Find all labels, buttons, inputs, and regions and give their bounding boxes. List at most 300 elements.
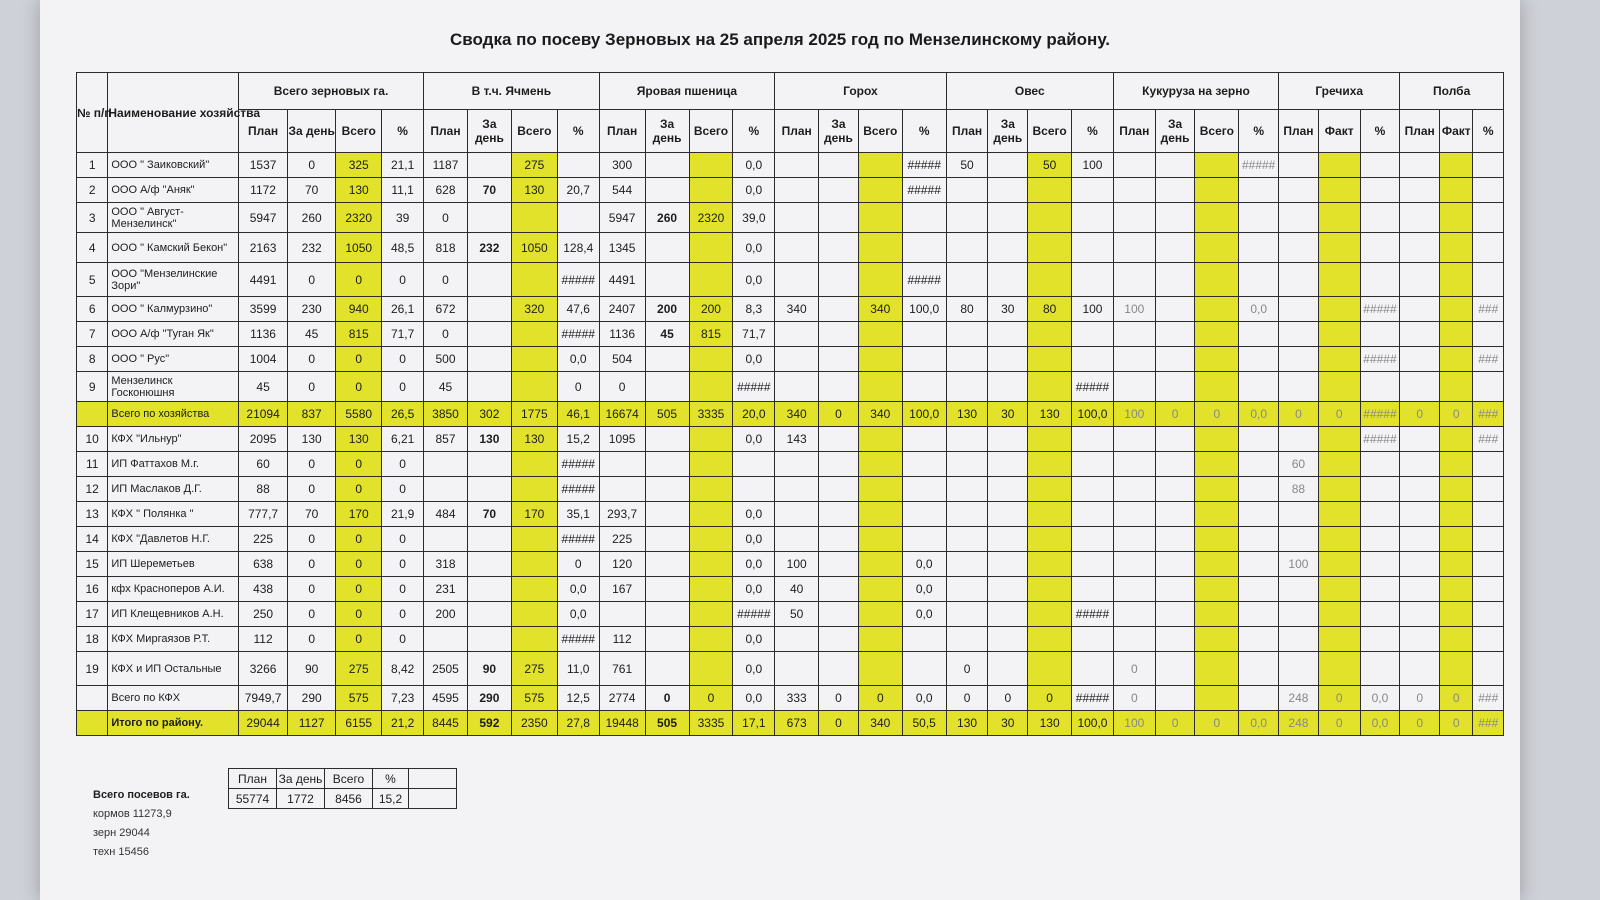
table-cell [1360, 153, 1400, 178]
table-cell: ### [1473, 686, 1504, 711]
table-cell: 0,0 [733, 527, 775, 552]
table-cell: ##### [1072, 602, 1114, 627]
table-cell [1072, 452, 1114, 477]
row-number: 18 [77, 627, 108, 652]
table-cell [775, 527, 819, 552]
table-cell: 575 [511, 686, 557, 711]
table-cell [775, 153, 819, 178]
table-cell [1440, 477, 1473, 502]
table-row [77, 153, 1504, 178]
table-cell: 0,0 [902, 577, 946, 602]
table-cell: 50 [775, 602, 819, 627]
table-cell [858, 652, 902, 686]
table-cell [1072, 577, 1114, 602]
table-cell: 0 [382, 452, 424, 477]
notes-line: кормов 11273,9 [93, 808, 172, 820]
table-cell: 167 [599, 577, 645, 602]
table-cell [1318, 153, 1360, 178]
table-cell: 0 [336, 347, 382, 372]
header-group: Гречиха [1279, 73, 1400, 110]
table-cell [1440, 322, 1473, 347]
table-cell [511, 372, 557, 402]
farm-name: КФХ "Давлетов Н.Г. [108, 527, 239, 552]
row-number: 11 [77, 452, 108, 477]
table-cell: 340 [858, 711, 902, 736]
table-cell [1400, 263, 1440, 297]
table-cell: 0 [1400, 686, 1440, 711]
header-sub: % [1239, 110, 1279, 153]
row-number: 16 [77, 577, 108, 602]
table-cell: 0 [1279, 402, 1319, 427]
table-cell: ##### [1072, 686, 1114, 711]
table-cell: ##### [557, 452, 599, 477]
table-cell [689, 602, 733, 627]
table-cell: 71,7 [733, 322, 775, 347]
table-cell: ##### [902, 153, 946, 178]
table-cell [511, 322, 557, 347]
header-group: Горох [775, 73, 946, 110]
table-cell: ### [1473, 427, 1504, 452]
table-cell: 275 [511, 153, 557, 178]
table-cell [1279, 627, 1319, 652]
farm-name: ООО А/ф "Туган Як" [108, 322, 239, 347]
table-cell [819, 233, 859, 263]
table-cell [1072, 652, 1114, 686]
table-cell [1473, 602, 1504, 627]
header-sub: % [1360, 110, 1400, 153]
table-cell [424, 527, 468, 552]
table-cell [1400, 452, 1440, 477]
table-cell [1072, 627, 1114, 652]
table-row [77, 427, 1504, 452]
table-cell [645, 552, 689, 577]
table-cell: 30 [988, 402, 1028, 427]
table-cell [819, 427, 859, 452]
table-cell [858, 347, 902, 372]
table-cell [1072, 477, 1114, 502]
table-cell [1279, 203, 1319, 233]
table-cell [902, 233, 946, 263]
table-cell: 80 [946, 297, 988, 322]
table-cell: 761 [599, 652, 645, 686]
table-row [77, 322, 1504, 347]
table-cell [1360, 527, 1400, 552]
header-sub: % [382, 110, 424, 153]
table-cell: 100 [1072, 153, 1114, 178]
header-sub: Всего [858, 110, 902, 153]
table-cell [1360, 322, 1400, 347]
table-cell: 30 [988, 711, 1028, 736]
header-name: Наименование хозяйства [108, 73, 239, 153]
table-cell: ### [1473, 711, 1504, 736]
table-cell [858, 263, 902, 297]
table-cell [467, 372, 511, 402]
farm-name: Мензелинск Госконюшня [108, 372, 239, 402]
table-cell [858, 203, 902, 233]
table-cell [1360, 552, 1400, 577]
table-cell: 21094 [239, 402, 288, 427]
table-cell [1113, 577, 1155, 602]
table-cell [733, 452, 775, 477]
table-cell: 7,23 [382, 686, 424, 711]
notes-header: Всего посевов га. [93, 789, 190, 801]
farm-name: ООО А/ф "Аняк" [108, 178, 239, 203]
header-sub: % [1072, 110, 1114, 153]
table-cell [467, 552, 511, 577]
table-cell [1360, 477, 1400, 502]
table-cell: 17,1 [733, 711, 775, 736]
table-cell: 0,0 [733, 347, 775, 372]
table-cell: 4491 [239, 263, 288, 297]
table-cell [1318, 322, 1360, 347]
table-cell [1195, 477, 1239, 502]
header-sub: За день [467, 110, 511, 153]
header-sub: Всего [336, 110, 382, 153]
table-cell [1155, 372, 1195, 402]
row-number [77, 711, 108, 736]
table-cell: 45 [288, 322, 336, 347]
table-cell [1155, 263, 1195, 297]
table-cell [1239, 233, 1279, 263]
table-cell [1195, 372, 1239, 402]
table-cell [557, 203, 599, 233]
header-sub: План [239, 110, 288, 153]
table-cell [1113, 203, 1155, 233]
table-cell [1155, 627, 1195, 652]
table-cell [1113, 427, 1155, 452]
table-cell: 21,2 [382, 711, 424, 736]
table-cell [775, 347, 819, 372]
table-cell: 318 [424, 552, 468, 577]
table-cell [1440, 577, 1473, 602]
table-cell [1318, 427, 1360, 452]
table-cell [988, 203, 1028, 233]
table-cell: 0,0 [1239, 711, 1279, 736]
district-total-row [77, 711, 1504, 736]
table-cell [1318, 263, 1360, 297]
table-cell [1239, 427, 1279, 452]
table-cell [1028, 178, 1072, 203]
table-cell: 11,1 [382, 178, 424, 203]
table-cell [467, 203, 511, 233]
summary-table [228, 768, 457, 809]
table-cell [946, 427, 988, 452]
table-cell [1155, 322, 1195, 347]
table-cell [1360, 502, 1400, 527]
table-cell: 0 [382, 527, 424, 552]
table-cell: 0 [946, 686, 988, 711]
table-cell [819, 552, 859, 577]
table-cell: 0 [336, 263, 382, 297]
table-cell [775, 263, 819, 297]
summary-value-day: 1772 [277, 789, 325, 809]
table-cell: 0 [1440, 686, 1473, 711]
table-cell [467, 527, 511, 552]
table-cell [1318, 627, 1360, 652]
table-cell [1400, 477, 1440, 502]
table-cell: 130 [467, 427, 511, 452]
farm-name: ООО " Рус" [108, 347, 239, 372]
table-cell [1072, 502, 1114, 527]
table-cell [1440, 602, 1473, 627]
table-cell [1318, 372, 1360, 402]
table-cell: 47,6 [557, 297, 599, 322]
header-num: № п/п [77, 73, 108, 153]
table-cell: 100 [1113, 711, 1155, 736]
farm-name: Итого по району. [108, 711, 239, 736]
table-cell: 60 [239, 452, 288, 477]
page-title: Сводка по посеву Зерновых на 25 апреля 2025 год по Мензелинскому району. [449, 30, 1110, 49]
table-cell [1195, 153, 1239, 178]
table-cell [1028, 427, 1072, 452]
table-cell: 11,0 [557, 652, 599, 686]
row-number: 5 [77, 263, 108, 297]
table-cell: 46,1 [557, 402, 599, 427]
table-cell [819, 652, 859, 686]
table-cell [988, 652, 1028, 686]
farm-name: КФХ и ИП Остальные [108, 652, 239, 686]
table-cell: 0 [336, 452, 382, 477]
table-cell [946, 203, 988, 233]
header-sub: % [557, 110, 599, 153]
table-cell [1072, 322, 1114, 347]
table-cell [1072, 203, 1114, 233]
table-cell [733, 477, 775, 502]
table-cell [1239, 263, 1279, 297]
header-sub: План [1113, 110, 1155, 153]
table-cell [819, 502, 859, 527]
table-cell [467, 153, 511, 178]
table-cell [1400, 577, 1440, 602]
table-row [77, 527, 1504, 552]
table-cell [1318, 527, 1360, 552]
header-sub: План [1279, 110, 1319, 153]
table-cell: 260 [645, 203, 689, 233]
table-cell: 3599 [239, 297, 288, 322]
farm-name: Всего по хозяйства [108, 402, 239, 427]
table-cell [1440, 427, 1473, 452]
table-cell [1360, 627, 1400, 652]
table-cell [819, 297, 859, 322]
header-sub: План [1400, 110, 1440, 153]
table-cell [689, 427, 733, 452]
table-row [77, 372, 1504, 402]
table-cell [1239, 602, 1279, 627]
header-group: В т.ч. Ячмень [424, 73, 600, 110]
table-cell: ##### [1360, 427, 1400, 452]
table-cell: 21,1 [382, 153, 424, 178]
table-cell: 50 [1028, 153, 1072, 178]
farm-name: ООО " Заиковский" [108, 153, 239, 178]
table-cell [1072, 527, 1114, 552]
table-cell [858, 178, 902, 203]
table-cell [1318, 178, 1360, 203]
table-cell [858, 372, 902, 402]
table-cell: 0 [424, 203, 468, 233]
table-cell [858, 153, 902, 178]
table-cell [1155, 203, 1195, 233]
table-cell: 0,0 [733, 652, 775, 686]
table-cell [1279, 502, 1319, 527]
table-cell [1440, 652, 1473, 686]
table-cell [1239, 178, 1279, 203]
table-cell: 1095 [599, 427, 645, 452]
table-cell [511, 263, 557, 297]
table-cell: 20,0 [733, 402, 775, 427]
table-cell [1279, 322, 1319, 347]
table-cell [1028, 602, 1072, 627]
table-cell: 0 [288, 153, 336, 178]
table-cell: 575 [336, 686, 382, 711]
table-cell [467, 477, 511, 502]
table-cell: 225 [239, 527, 288, 552]
table-cell: 0 [1318, 711, 1360, 736]
farm-name: ООО " Август-Мензелинск" [108, 203, 239, 233]
table-cell [511, 527, 557, 552]
table-cell: 505 [645, 402, 689, 427]
table-cell [1028, 372, 1072, 402]
table-cell [1072, 233, 1114, 263]
table-cell: 170 [511, 502, 557, 527]
table-cell [1360, 602, 1400, 627]
table-cell: 0 [382, 627, 424, 652]
table-cell: 837 [288, 402, 336, 427]
table-cell [1279, 263, 1319, 297]
table-cell [1318, 452, 1360, 477]
table-cell: 0 [988, 686, 1028, 711]
table-cell: 230 [288, 297, 336, 322]
subtotal-row [77, 402, 1504, 427]
table-cell: 120 [599, 552, 645, 577]
table-cell: 0 [382, 477, 424, 502]
table-cell [819, 577, 859, 602]
header-sub: % [733, 110, 775, 153]
table-cell [988, 233, 1028, 263]
table-cell [689, 452, 733, 477]
table-cell: 0,0 [733, 233, 775, 263]
table-cell [1239, 322, 1279, 347]
table-cell [689, 233, 733, 263]
table-cell: 0 [1400, 402, 1440, 427]
table-cell [1473, 552, 1504, 577]
table-cell [858, 552, 902, 577]
table-cell [1318, 233, 1360, 263]
table-cell: 0 [288, 372, 336, 402]
table-cell [1400, 297, 1440, 322]
table-cell [1400, 602, 1440, 627]
table-cell [858, 452, 902, 477]
table-cell: 0,0 [733, 178, 775, 203]
table-cell [1239, 477, 1279, 502]
table-cell: 0,0 [557, 347, 599, 372]
table-cell: 6,21 [382, 427, 424, 452]
table-cell: 0 [288, 602, 336, 627]
header-sub: План [424, 110, 468, 153]
table-cell [689, 627, 733, 652]
table-cell: 30 [988, 297, 1028, 322]
table-cell [1113, 178, 1155, 203]
table-cell [467, 322, 511, 347]
table-cell: 60 [1279, 452, 1319, 477]
table-row [77, 452, 1504, 477]
table-cell [645, 627, 689, 652]
table-cell: 100 [775, 552, 819, 577]
table-cell: 1172 [239, 178, 288, 203]
table-cell [902, 527, 946, 552]
table-cell: 35,1 [557, 502, 599, 527]
table-cell [645, 527, 689, 552]
farm-name: Всего по КФХ [108, 686, 239, 711]
table-cell [946, 178, 988, 203]
table-cell: 130 [1028, 402, 1072, 427]
table-cell [858, 627, 902, 652]
table-cell: 29044 [239, 711, 288, 736]
table-cell [902, 322, 946, 347]
table-cell: 0 [382, 577, 424, 602]
table-cell: 0 [336, 602, 382, 627]
table-cell [1028, 552, 1072, 577]
table-cell: 504 [599, 347, 645, 372]
table-cell [946, 527, 988, 552]
table-cell [1279, 233, 1319, 263]
table-cell [1155, 477, 1195, 502]
table-cell [902, 477, 946, 502]
table-cell [1195, 652, 1239, 686]
table-cell [467, 297, 511, 322]
table-cell [1028, 502, 1072, 527]
table-cell [819, 203, 859, 233]
table-cell: 50 [946, 153, 988, 178]
table-cell [424, 452, 468, 477]
table-cell: 857 [424, 427, 468, 452]
table-cell [1440, 153, 1473, 178]
table-cell [775, 652, 819, 686]
table-cell: 0,0 [1239, 402, 1279, 427]
table-cell: 628 [424, 178, 468, 203]
table-cell [1195, 627, 1239, 652]
table-cell [988, 322, 1028, 347]
table-cell: 320 [511, 297, 557, 322]
table-cell: 130 [288, 427, 336, 452]
table-cell [1028, 347, 1072, 372]
summary-value-pct: 15,2 [373, 789, 409, 809]
row-number [77, 402, 108, 427]
table-cell: 100 [1113, 297, 1155, 322]
table-cell [1195, 452, 1239, 477]
table-cell: 0 [557, 372, 599, 402]
table-cell [1113, 153, 1155, 178]
table-cell [1195, 203, 1239, 233]
table-cell: 1136 [239, 322, 288, 347]
table-cell [902, 427, 946, 452]
table-cell [775, 627, 819, 652]
table-cell: 0,0 [902, 552, 946, 577]
table-cell [467, 627, 511, 652]
table-cell [1473, 452, 1504, 477]
table-cell: 5580 [336, 402, 382, 427]
farm-name: кфх Красноперов А.И. [108, 577, 239, 602]
table-cell [819, 452, 859, 477]
table-cell [1400, 552, 1440, 577]
table-cell: 0 [1113, 652, 1155, 686]
table-cell: 3335 [689, 402, 733, 427]
table-cell: 1004 [239, 347, 288, 372]
table-cell [988, 627, 1028, 652]
table-cell [1318, 477, 1360, 502]
table-cell: ##### [902, 178, 946, 203]
farm-name: ИП Клещевников А.Н. [108, 602, 239, 627]
table-cell [946, 627, 988, 652]
